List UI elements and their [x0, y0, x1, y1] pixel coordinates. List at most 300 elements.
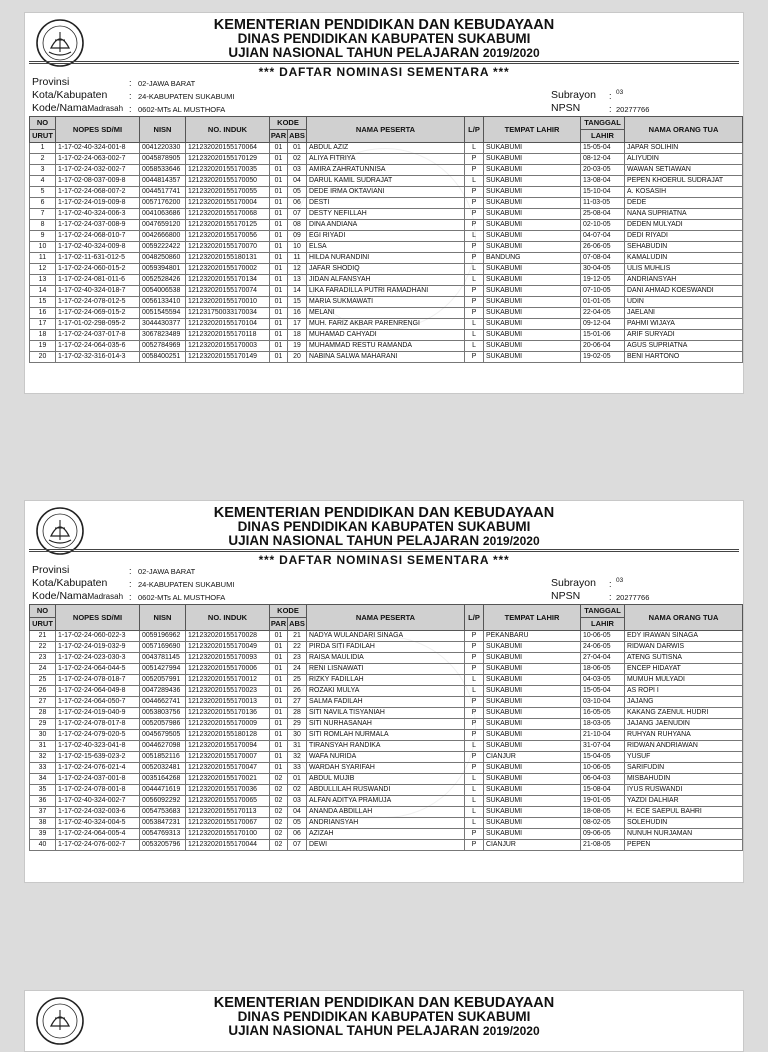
cell-induk: 121232020155170068: [186, 209, 270, 220]
col-header-no: NO: [30, 117, 56, 130]
cell-tempat: SUKABUMI: [484, 774, 581, 785]
cell-lp: L: [465, 143, 484, 154]
cell-tanggal: 20-03-05: [581, 165, 625, 176]
cell-nama: ALIYA FITRIYA: [307, 154, 465, 165]
cell-ortu: YAZDI DALHIAR: [625, 796, 743, 807]
cell-lp: L: [465, 319, 484, 330]
cell-induk: 121232020155170125: [186, 220, 270, 231]
col-header-lp: L/P: [465, 117, 484, 143]
cell-tanggal: 07-08-04: [581, 253, 625, 264]
cell-urut: 11: [30, 253, 56, 264]
nomination-table: [29, 604, 743, 851]
document-page-2: [24, 500, 744, 883]
colon: :: [609, 91, 612, 101]
cell-lp: P: [465, 352, 484, 363]
cell-tanggal: 06-04-03: [581, 774, 625, 785]
cell-lp: P: [465, 653, 484, 664]
exam-title: [25, 534, 743, 548]
colon: :: [609, 579, 612, 589]
cell-ortu: AGUS SUPRIATNA: [625, 341, 743, 352]
kode-nama-label: [32, 590, 123, 602]
cell-ortu: AS ROPI I: [625, 686, 743, 697]
col-header-nopes: NOPES SD/MI: [56, 605, 140, 631]
cell-ortu: ATENG SUTISNA: [625, 653, 743, 664]
cell-tanggal: 24-06-05: [581, 642, 625, 653]
cell-par: 01: [270, 242, 288, 253]
table-row: [30, 308, 743, 319]
header-rule: [29, 61, 739, 62]
cell-urut: 17: [30, 319, 56, 330]
cell-ortu: MUMUH MULYADI: [625, 675, 743, 686]
cell-tanggal: 26-06-05: [581, 242, 625, 253]
cell-induk: 121232020155170006: [186, 664, 270, 675]
cell-nisn: 0052032481: [140, 763, 186, 774]
cell-par: 02: [270, 840, 288, 851]
cell-tempat: SUKABUMI: [484, 231, 581, 242]
cell-ortu: DEDE: [625, 198, 743, 209]
cell-induk: 121232020155170010: [186, 297, 270, 308]
cell-abs: 05: [288, 187, 307, 198]
ministry-title: KEMENTERIAN PENDIDIKAN DAN KEBUDAYAAN: [213, 505, 555, 521]
cell-nisn: 0045878905: [140, 154, 186, 165]
list-title: *** DAFTAR NOMINASI SEMENTARA ***: [258, 65, 510, 79]
cell-induk: 121232020155170009: [186, 719, 270, 730]
cell-par: 01: [270, 697, 288, 708]
colon: :: [129, 579, 132, 589]
cell-lp: P: [465, 708, 484, 719]
cell-ortu: ARIF SURYADI: [625, 330, 743, 341]
cell-nama: ABDUL MUJIB: [307, 774, 465, 785]
cell-tanggal: 02-10-05: [581, 220, 625, 231]
subrayon-label: Subrayon: [551, 89, 596, 101]
cell-ortu: RUHYAN RUHYANA: [625, 730, 743, 741]
cell-ortu: JAJANG: [625, 697, 743, 708]
cell-abs: 21: [288, 631, 307, 642]
cell-nisn: 3067823489: [140, 330, 186, 341]
cell-induk: 121232020155170021: [186, 774, 270, 785]
cell-nama: MARIA SUKMAWATI: [307, 297, 465, 308]
cell-nama: MUH. FARIZ AKBAR PARENRENGI: [307, 319, 465, 330]
table-row: [30, 143, 743, 154]
cell-par: 01: [270, 297, 288, 308]
cell-nopes: 1-17-02-24-079-020-5: [56, 730, 140, 741]
cell-lp: P: [465, 631, 484, 642]
cell-nama: JAFAR SHODIQ: [307, 264, 465, 275]
cell-induk: 121232020155170100: [186, 829, 270, 840]
cell-urut: 28: [30, 708, 56, 719]
table-row: [30, 352, 743, 363]
cell-induk: 121232020155170044: [186, 840, 270, 851]
cell-ortu: BENI HARTONO: [625, 352, 743, 363]
cell-abs: 15: [288, 297, 307, 308]
cell-tempat: SUKABUMI: [484, 664, 581, 675]
cell-induk: 121232020155170064: [186, 143, 270, 154]
cell-nisn: 0044517741: [140, 187, 186, 198]
cell-par: 01: [270, 220, 288, 231]
cell-tempat: SUKABUMI: [484, 796, 581, 807]
cell-nopes: 1-17-02-24-081-011-6: [56, 275, 140, 286]
col-header-tempat: TEMPAT LAHIR: [484, 117, 581, 143]
cell-tanggal: 31-07-04: [581, 741, 625, 752]
cell-nopes: 1-17-02-24-037-017-8: [56, 330, 140, 341]
kota-label: Kota/Kabupaten: [32, 577, 108, 589]
colon: :: [129, 91, 132, 101]
cell-nama: ABDULLILAH RUSWANDI: [307, 785, 465, 796]
cell-urut: 21: [30, 631, 56, 642]
cell-lp: L: [465, 741, 484, 752]
cell-par: 01: [270, 686, 288, 697]
cell-nama: RENI LISNAWATI: [307, 664, 465, 675]
table-row: [30, 840, 743, 851]
cell-abs: 25: [288, 675, 307, 686]
cell-ortu: SEHABUDIN: [625, 242, 743, 253]
cell-induk: 121232020155180128: [186, 730, 270, 741]
cell-urut: 7: [30, 209, 56, 220]
cell-ortu: SARIFUDIN: [625, 763, 743, 774]
cell-par: 01: [270, 275, 288, 286]
cell-nopes: 1-17-02-24-064-035-6: [56, 341, 140, 352]
document-page-3: [24, 990, 744, 1052]
col-header-nama: NAMA PESERTA: [307, 117, 465, 143]
cell-lp: L: [465, 275, 484, 286]
cell-lp: P: [465, 697, 484, 708]
cell-lp: L: [465, 686, 484, 697]
table-row: [30, 796, 743, 807]
cell-nama: MUHAMMAD RESTU RAMANDA: [307, 341, 465, 352]
cell-urut: 37: [30, 807, 56, 818]
kode-nama-value: 0602-MTs AL MUSTHOFA: [138, 105, 226, 114]
col-header-urut: URUT: [30, 618, 56, 631]
cell-nama: RAISA MAULIDIA: [307, 653, 465, 664]
table-row: [30, 198, 743, 209]
table-row: [30, 653, 743, 664]
cell-tanggal: 09-12-04: [581, 319, 625, 330]
col-header-par: PAR: [270, 618, 288, 631]
cell-nama: ABDUL AZIZ: [307, 143, 465, 154]
cell-induk: 121232020155170036: [186, 785, 270, 796]
cell-ortu: DANI AHMAD KOESWANDI: [625, 286, 743, 297]
cell-nopes: 1-17-02-24-032-002-7: [56, 165, 140, 176]
cell-par: 01: [270, 741, 288, 752]
cell-nisn: 0053847231: [140, 818, 186, 829]
cell-par: 01: [270, 352, 288, 363]
col-header-abs: ABS: [288, 618, 307, 631]
cell-tanggal: 16-05-05: [581, 708, 625, 719]
cell-abs: 19: [288, 341, 307, 352]
cell-ortu: EDY IRAWAN SINAGA: [625, 631, 743, 642]
cell-lp: P: [465, 840, 484, 851]
cell-abs: 09: [288, 231, 307, 242]
cell-induk: 121232020155170035: [186, 165, 270, 176]
colon: :: [609, 104, 612, 114]
kode-nama-value: 0602-MTs AL MUSTHOFA: [138, 593, 226, 602]
cell-induk: 121232020155170007: [186, 752, 270, 763]
cell-nopes: 1-17-02-24-019-009-8: [56, 198, 140, 209]
cell-abs: 03: [288, 165, 307, 176]
cell-urut: 14: [30, 286, 56, 297]
cell-lp: L: [465, 807, 484, 818]
cell-nama: SALMA FADILAH: [307, 697, 465, 708]
cell-nopes: 1-17-02-24-064-050-7: [56, 697, 140, 708]
cell-tempat: SUKABUMI: [484, 220, 581, 231]
cell-abs: 12: [288, 264, 307, 275]
cell-abs: 10: [288, 242, 307, 253]
cell-tanggal: 07-10-05: [581, 286, 625, 297]
table-row: [30, 763, 743, 774]
table-row: [30, 774, 743, 785]
cell-urut: 12: [30, 264, 56, 275]
cell-tempat: CIANJUR: [484, 752, 581, 763]
cell-nisn: 0056133410: [140, 297, 186, 308]
col-header-no: NO: [30, 605, 56, 618]
cell-par: 02: [270, 796, 288, 807]
cell-abs: 02: [288, 154, 307, 165]
cell-ortu: RIDWAN ANDRIAWAN: [625, 741, 743, 752]
cell-tanggal: 18-03-05: [581, 719, 625, 730]
cell-tempat: SUKABUMI: [484, 341, 581, 352]
cell-nisn: 0047289436: [140, 686, 186, 697]
cell-nisn: 0051852116: [140, 752, 186, 763]
cell-tanggal: 30-04-05: [581, 264, 625, 275]
cell-urut: 25: [30, 675, 56, 686]
cell-par: 01: [270, 286, 288, 297]
cell-nopes: 1-17-02-24-032-003-6: [56, 807, 140, 818]
provinsi-label: Provinsi: [32, 76, 70, 88]
cell-nisn: 0053205796: [140, 840, 186, 851]
cell-ortu: UDIN: [625, 297, 743, 308]
cell-urut: 1: [30, 143, 56, 154]
cell-induk: 121232020155170136: [186, 708, 270, 719]
table-row: [30, 818, 743, 829]
cell-ortu: IYUS RUSWANDI: [625, 785, 743, 796]
colon: :: [129, 592, 132, 602]
header-rule: [29, 63, 739, 64]
cell-par: 01: [270, 341, 288, 352]
provinsi-value: 02-JAWA BARAT: [138, 567, 196, 576]
cell-induk: 121232020155170003: [186, 341, 270, 352]
cell-nopes: 1-17-02-24-076-002-7: [56, 840, 140, 851]
cell-par: 01: [270, 330, 288, 341]
cell-lp: L: [465, 341, 484, 352]
table-row: [30, 719, 743, 730]
cell-abs: 04: [288, 176, 307, 187]
cell-nisn: 0052057991: [140, 675, 186, 686]
cell-urut: 23: [30, 653, 56, 664]
cell-nisn: 0058533646: [140, 165, 186, 176]
cell-nama: HILDA NURANDINI: [307, 253, 465, 264]
cell-par: 02: [270, 829, 288, 840]
cell-tempat: SUKABUMI: [484, 730, 581, 741]
cell-par: 01: [270, 209, 288, 220]
cell-ortu: SOLEHUDIN: [625, 818, 743, 829]
table-row: [30, 686, 743, 697]
cell-induk: 121232020155170074: [186, 286, 270, 297]
cell-nopes: 1-17-02-15-639-023-2: [56, 752, 140, 763]
cell-nopes: 1-17-02-24-064-044-5: [56, 664, 140, 675]
cell-nopes: 1-17-02-24-060-022-3: [56, 631, 140, 642]
cell-urut: 22: [30, 642, 56, 653]
cell-nisn: 0056092292: [140, 796, 186, 807]
cell-par: 01: [270, 264, 288, 275]
exam-name: UJIAN NASIONAL TAHUN PELAJARAN: [228, 1023, 480, 1038]
cell-tanggal: 25-08-04: [581, 209, 625, 220]
col-header-tempat: TEMPAT LAHIR: [484, 605, 581, 631]
cell-lp: P: [465, 253, 484, 264]
cell-nama: WARDAH SYARIFAH: [307, 763, 465, 774]
cell-tanggal: 21-08-05: [581, 840, 625, 851]
cell-induk: 121232020155170067: [186, 818, 270, 829]
cell-urut: 4: [30, 176, 56, 187]
cell-ortu: MISBAHUDIN: [625, 774, 743, 785]
cell-induk: 121232020155170047: [186, 763, 270, 774]
cell-tempat: PEKANBARU: [484, 631, 581, 642]
cell-ortu: RIDWAN DARWIS: [625, 642, 743, 653]
cell-tempat: SUKABUMI: [484, 198, 581, 209]
cell-nisn: 0044627098: [140, 741, 186, 752]
col-header-kode: KODE: [270, 117, 307, 130]
table-row: [30, 341, 743, 352]
exam-year: 2019/2020: [482, 534, 540, 548]
cell-urut: 31: [30, 741, 56, 752]
kota-value: 24-KABUPATEN SUKABUMI: [138, 580, 235, 589]
cell-par: 01: [270, 165, 288, 176]
col-header-tanggal: TANGGAL: [581, 117, 625, 130]
cell-induk: 121232020155170134: [186, 275, 270, 286]
table-row: [30, 209, 743, 220]
cell-tanggal: 18-06-05: [581, 664, 625, 675]
table-row: [30, 785, 743, 796]
cell-abs: 33: [288, 763, 307, 774]
subrayon-value: 03: [616, 89, 624, 96]
cell-ortu: NANA SUPRIATNA: [625, 209, 743, 220]
cell-nisn: 0044471619: [140, 785, 186, 796]
cell-tempat: SUKABUMI: [484, 308, 581, 319]
cell-nisn: 0057176200: [140, 198, 186, 209]
cell-abs: 32: [288, 752, 307, 763]
col-header-abs: ABS: [288, 130, 307, 143]
cell-urut: 38: [30, 818, 56, 829]
cell-ortu: PEPEN: [625, 840, 743, 851]
cell-nama: LIKA FARADILLA PUTRI RAMADHANI: [307, 286, 465, 297]
cell-nama: EGI RIYADI: [307, 231, 465, 242]
cell-lp: P: [465, 242, 484, 253]
cell-nisn: 0059394801: [140, 264, 186, 275]
kode-label: Kode/Nama: [32, 590, 88, 602]
cell-ortu: JAJANG JAENUDIN: [625, 719, 743, 730]
cell-nama: RIZKY FADILLAH: [307, 675, 465, 686]
cell-tempat: SUKABUMI: [484, 818, 581, 829]
cell-tempat: SUKABUMI: [484, 708, 581, 719]
cell-urut: 32: [30, 752, 56, 763]
cell-lp: P: [465, 829, 484, 840]
cell-ortu: PEPEN KHOERUL SUDRAJAT: [625, 176, 743, 187]
cell-nopes: 1-17-02-24-078-017-8: [56, 719, 140, 730]
cell-tempat: SUKABUMI: [484, 352, 581, 363]
cell-nopes: 1-17-01-02-298-095-2: [56, 319, 140, 330]
cell-lp: P: [465, 730, 484, 741]
cell-abs: 03: [288, 796, 307, 807]
cell-tanggal: 15-10-04: [581, 187, 625, 198]
exam-year: 2019/2020: [482, 1024, 540, 1038]
cell-ortu: DEDEN MULYADI: [625, 220, 743, 231]
cell-tanggal: 11-03-05: [581, 198, 625, 209]
col-header-lp: L/P: [465, 605, 484, 631]
cell-nama: DARUL KAMIL SUDRAJAT: [307, 176, 465, 187]
cell-induk: 121232020155170149: [186, 352, 270, 363]
cell-induk: 121232020155170023: [186, 686, 270, 697]
cell-tanggal: 20-06-04: [581, 341, 625, 352]
cell-nopes: 1-17-02-24-069-015-2: [56, 308, 140, 319]
cell-tanggal: 21-10-04: [581, 730, 625, 741]
cell-nopes: 1-17-02-24-076-021-4: [56, 763, 140, 774]
cell-lp: P: [465, 297, 484, 308]
cell-nisn: 0052057986: [140, 719, 186, 730]
cell-urut: 36: [30, 796, 56, 807]
cell-lp: P: [465, 642, 484, 653]
npsn-value: 20277766: [616, 105, 650, 114]
cell-tempat: SUKABUMI: [484, 697, 581, 708]
cell-nopes: 1-17-02-40-324-006-3: [56, 209, 140, 220]
cell-tanggal: 04-03-05: [581, 675, 625, 686]
col-header-nisn: NISN: [140, 605, 186, 631]
cell-urut: 8: [30, 220, 56, 231]
table-row: [30, 297, 743, 308]
cell-nama: AMIRA ZAHRATUNNISA: [307, 165, 465, 176]
table-row: [30, 664, 743, 675]
cell-ortu: YUSUF: [625, 752, 743, 763]
cell-lp: P: [465, 165, 484, 176]
cell-tempat: SUKABUMI: [484, 275, 581, 286]
cell-ortu: H. ECE SAEPUL BAHRI: [625, 807, 743, 818]
cell-nama: SITI ROMLAH NURMALA: [307, 730, 465, 741]
cell-tempat: SUKABUMI: [484, 165, 581, 176]
cell-nopes: 1-17-02-24-064-005-4: [56, 829, 140, 840]
cell-nisn: 0051427994: [140, 664, 186, 675]
cell-ortu: DEDI RIYADI: [625, 231, 743, 242]
cell-tanggal: 13-08-04: [581, 176, 625, 187]
col-header-ortu: NAMA ORANG TUA: [625, 605, 743, 631]
cell-par: 01: [270, 154, 288, 165]
cell-ortu: KAMALUDIN: [625, 253, 743, 264]
cell-urut: 5: [30, 187, 56, 198]
cell-nama: DESTI: [307, 198, 465, 209]
cell-urut: 27: [30, 697, 56, 708]
cell-abs: 13: [288, 275, 307, 286]
cell-nama: DINA ANDIANA: [307, 220, 465, 231]
table-row: [30, 330, 743, 341]
cell-ortu: ULIS MUHLIS: [625, 264, 743, 275]
cell-abs: 22: [288, 642, 307, 653]
cell-nopes: 1-17-02-24-078-018-7: [56, 675, 140, 686]
cell-urut: 33: [30, 763, 56, 774]
cell-nama: MELANI: [307, 308, 465, 319]
cell-nama: ANDRIANSYAH: [307, 818, 465, 829]
cell-induk: 121232020155170129: [186, 154, 270, 165]
cell-tempat: SUKABUMI: [484, 686, 581, 697]
cell-abs: 01: [288, 774, 307, 785]
header-rule: [29, 551, 739, 552]
cell-urut: 18: [30, 330, 56, 341]
cell-urut: 30: [30, 730, 56, 741]
cell-lp: P: [465, 763, 484, 774]
table-row: [30, 319, 743, 330]
cell-induk: 121232020155170013: [186, 697, 270, 708]
cell-tanggal: 03-10-04: [581, 697, 625, 708]
cell-nama: NABINA SALWA MAHARANI: [307, 352, 465, 363]
cell-nisn: 0058400251: [140, 352, 186, 363]
table-row: [30, 807, 743, 818]
npsn-value: 20277766: [616, 593, 650, 602]
